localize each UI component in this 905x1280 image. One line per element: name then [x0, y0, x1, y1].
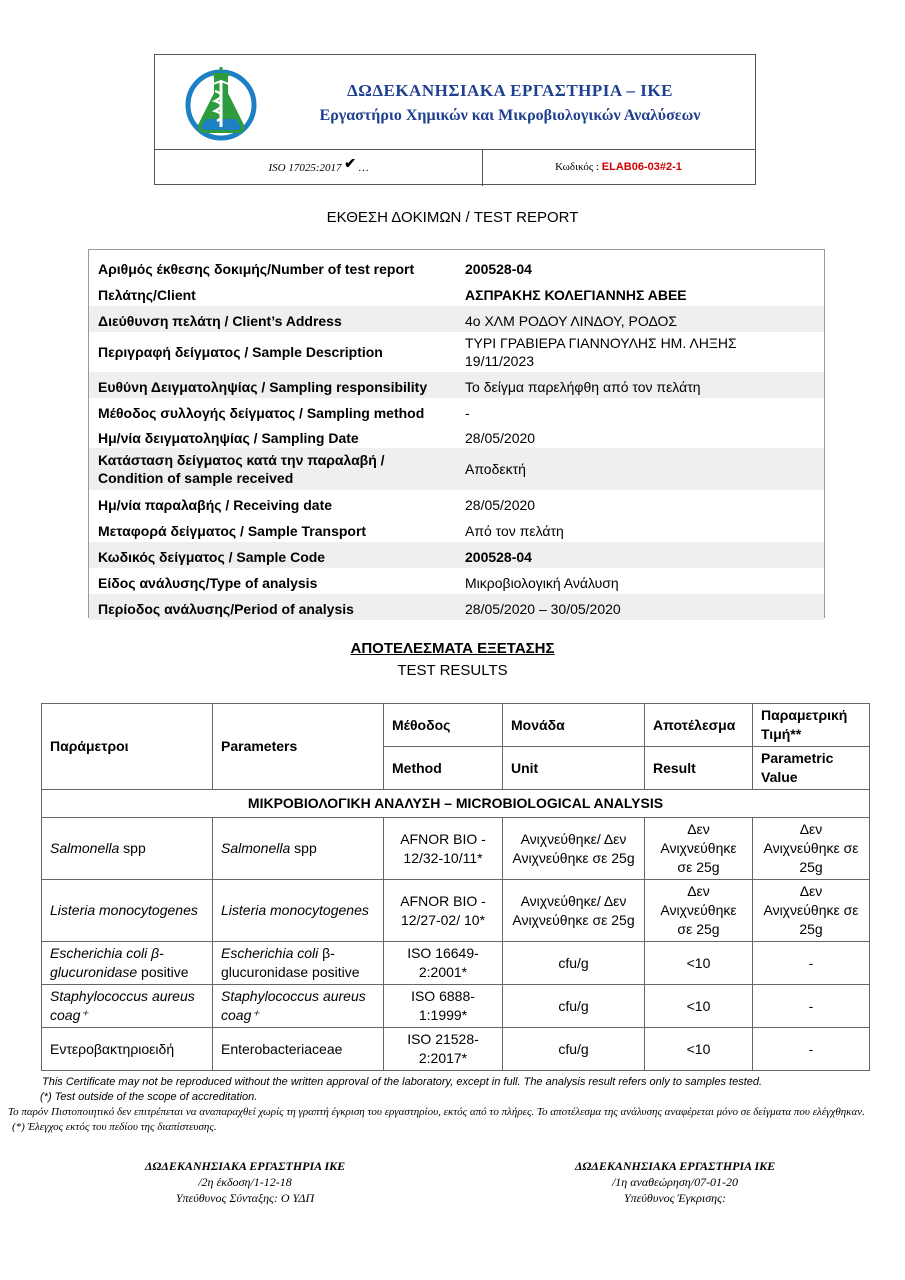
result-cell: <10: [645, 1028, 753, 1071]
header-param-value-gr: Παραμετρική Τιμή**: [753, 704, 870, 747]
method-cell: ISO 16649-2:2001*: [384, 942, 503, 985]
param-gr-cell-italic: Staphylococcus aureus coag⁺: [50, 988, 195, 1023]
info-row: [89, 398, 824, 424]
table-row: [42, 985, 870, 1028]
note-reproduction-en: This Certificate may not be reproduced without the written approval of the laboratory, except in full. The analysis result refers only to samples tested.: [42, 1076, 763, 1088]
parametric-value-cell: Δεν Ανιχνεύθηκε σε 25g: [753, 880, 870, 942]
footer-left-edition: /2η έκδοση/1-12-18: [198, 1175, 292, 1189]
info-value: Μικροβιολογική Ανάλυση: [465, 575, 619, 591]
info-label: Διεύθυνση πελάτη / Client’s Address: [98, 313, 342, 329]
header-method-en: Method: [384, 747, 503, 790]
param-gr-cell-text: spp: [119, 840, 146, 856]
iso-dots: …: [358, 162, 369, 174]
param-gr-cell: [42, 942, 213, 985]
info-row: [89, 594, 824, 620]
footer-left: [100, 1158, 390, 1206]
info-row: [89, 372, 824, 398]
table-row: [42, 818, 870, 880]
info-label: Ημ/νία παραλαβής / Receiving date: [98, 497, 333, 513]
document-code: ELAB06-03#2-1: [601, 161, 682, 173]
info-value: 200528-04: [465, 549, 532, 565]
param-gr-cell-italic: Listeria monocytogenes: [50, 902, 198, 918]
header-top: [155, 55, 755, 150]
param-en-cell-text: Enterobacteriaceae: [221, 1040, 343, 1057]
param-en-cell: [213, 985, 384, 1028]
info-label: Κωδικός δείγματος / Sample Code: [98, 549, 326, 565]
param-gr-cell: [42, 880, 213, 942]
info-label: Μεταφορά δείγματος / Sample Transport: [98, 523, 367, 539]
info-label: Ημ/νία δειγματοληψίας / Sampling Date: [98, 430, 359, 446]
info-row: [89, 448, 824, 490]
footer-left-title: ΔΩΔΕΚΑΝΗΣΙΑΚΑ ΕΡΓΑΣΤΗΡΙΑ ΙΚΕ: [144, 1159, 346, 1173]
info-label: Είδος ανάλυσης/Type of analysis: [98, 575, 318, 591]
info-value: 28/05/2020: [465, 497, 536, 513]
info-value: 28/05/2020: [465, 430, 536, 446]
param-en-cell-italic: Salmonella: [221, 840, 291, 856]
param-en-cell: [213, 1028, 384, 1071]
param-gr-cell-text: Εντεροβακτηριοειδή: [50, 1040, 175, 1057]
results-subheading: TEST RESULTS: [397, 662, 508, 679]
info-label: Περιγραφή δείγματος / Sample Description: [98, 344, 383, 360]
param-en-cell-italic: Listeria monocytogenes: [221, 902, 369, 918]
flask-caduceus-logo: [181, 63, 261, 143]
table-row: [42, 942, 870, 985]
results-heading: ΑΠΟΤΕΛΕΣΜΑΤΑ ΕΞΕΤΑΣΗΣ: [350, 640, 555, 657]
info-label: Αριθμός έκθεσης δοκιμής/Number of test report: [98, 261, 415, 277]
code-cell: [482, 149, 755, 186]
info-label: Περίοδος ανάλυσης/Period of analysis: [98, 601, 354, 617]
info-row: [89, 568, 824, 594]
info-row: [89, 516, 824, 542]
info-row: [89, 542, 824, 568]
note-scope-en: (*) Test outside of the scope of accreditation.: [40, 1091, 258, 1103]
method-cell: AFNOR BIO - 12/27-02/ 10*: [384, 880, 503, 942]
parametric-value-cell: -: [753, 1028, 870, 1071]
info-value: 28/05/2020 – 30/05/2020: [465, 601, 621, 617]
footer-left-author: Υπεύθυνος Σύνταξης: Ο ΥΔΠ: [175, 1191, 315, 1205]
param-en-cell: [213, 818, 384, 880]
param-gr-cell-italic: Salmonella: [50, 840, 120, 856]
result-cell: <10: [645, 985, 753, 1028]
param-gr-cell-italic: Escherichia coli β-glucuronidase: [50, 945, 164, 980]
header-unit-en: Unit: [503, 747, 645, 790]
document-header: [154, 54, 756, 185]
param-gr-cell: [42, 818, 213, 880]
param-gr-cell-text: positive: [137, 964, 189, 980]
header-bottom: [155, 149, 755, 186]
code-label: Κωδικός :: [555, 161, 602, 173]
iso-cell: [155, 149, 483, 186]
header-param-en: Parameters: [213, 704, 384, 790]
info-row: [89, 424, 824, 448]
header-method-gr: Μέθοδος: [384, 704, 503, 747]
info-value: Αποδεκτή: [465, 461, 526, 477]
parametric-value-cell: -: [753, 942, 870, 985]
info-row: [89, 306, 824, 332]
section-title: ΜΙΚΡΟΒΙΟΛΟΓΙΚΗ ΑΝΑΛΥΣΗ – MICROBIOLOGICAL ANALYSIS: [42, 790, 870, 818]
check-mark-icon: ✔: [344, 157, 356, 172]
info-label: Μέθοδος συλλογής δείγματος / Sampling method: [98, 405, 425, 421]
table-row: [42, 1028, 870, 1071]
info-value: 4ο ΧΛΜ ΡΟΔΟΥ ΛΙΝΔΟΥ, ΡΟΔΟΣ: [465, 313, 678, 329]
result-cell: <10: [645, 942, 753, 985]
header-param-gr: Παράμετροι: [42, 704, 213, 790]
report-info-table: [88, 249, 825, 618]
param-en-cell-text: spp: [290, 840, 317, 856]
footer-right: [530, 1158, 820, 1206]
results-table: [41, 703, 870, 1071]
info-label: Πελάτης/Client: [98, 287, 196, 303]
param-en-cell: [213, 942, 384, 985]
iso-standard: ISO 17025:2017: [268, 162, 342, 174]
info-label: Κατάσταση δείγματος κατά την παραλαβή / Condition of sample received: [98, 452, 385, 486]
param-en-cell-text: β-glucuronidase positive: [221, 945, 360, 980]
unit-cell: cfu/g: [503, 985, 645, 1028]
info-value: ΑΣΠΡΑΚΗΣ ΚΟΛΕΓΙΑΝΝΗΣ ΑΒΕΕ: [465, 287, 687, 303]
info-value: Από τον πελάτη: [465, 523, 564, 539]
unit-cell: Ανιχνεύθηκε/ Δεν Ανιχνεύθηκε σε 25g: [503, 880, 645, 942]
info-row: [89, 254, 824, 280]
info-row: [89, 332, 824, 372]
organization-subtitle: Εργαστήριο Χημικών και Μικροβιολογικών Αναλύσεων: [319, 107, 701, 124]
results-body: [42, 818, 870, 1071]
header-result-gr: Αποτέλεσμα: [645, 704, 753, 747]
info-value: 200528-04: [465, 261, 532, 277]
info-value: Το δείγμα παρελήφθη από τον πελάτη: [465, 379, 701, 395]
footer-right-revision: /1η αναθεώρηση/07-01-20: [611, 1175, 739, 1189]
unit-cell: cfu/g: [503, 1028, 645, 1071]
info-value: ΤΥΡΙ ΓΡΑΒΙΕΡΑ ΓΙΑΝΝΟΥΛΗΣ ΗΜ. ΛΗΞΗΣ 19/11/2023: [465, 335, 737, 369]
info-row: [89, 490, 824, 516]
result-cell: Δεν Ανιχνεύθηκε σε 25g: [645, 818, 753, 880]
param-en-cell-italic: Escherichia coli: [221, 945, 319, 961]
parametric-value-cell: Δεν Ανιχνεύθηκε σε 25g: [753, 818, 870, 880]
method-cell: ISO 6888-1:1999*: [384, 985, 503, 1028]
method-cell: ISO 21528-2:2017*: [384, 1028, 503, 1071]
parametric-value-cell: -: [753, 985, 870, 1028]
param-gr-cell: [42, 1028, 213, 1071]
method-cell: AFNOR BIO - 12/32-10/11*: [384, 818, 503, 880]
note-scope-gr: (*) Έλεγχος εκτός του πεδίου της διαπίστευσης.: [12, 1121, 217, 1133]
unit-cell: cfu/g: [503, 942, 645, 985]
footer-right-title: ΔΩΔΕΚΑΝΗΣΙΑΚΑ ΕΡΓΑΣΤΗΡΙΑ ΙΚΕ: [574, 1159, 776, 1173]
param-en-cell-italic: Staphylococcus aureus coag⁺: [221, 988, 366, 1023]
param-en-cell: [213, 880, 384, 942]
note-reproduction-gr: Το παρόν Πιστοποιητικό δεν επιτρέπεται να αναπαραχθεί χωρίς τη γραπτή έγκριση του εργαστηρίου, εκτός από το πλήρες. Το αποτέλεσμα της ανάλυσης αναφέρεται μόνο σε δείγματα που ελέγχθηκαν.: [8, 1106, 865, 1118]
result-cell: Δεν Ανιχνεύθηκε σε 25g: [645, 880, 753, 942]
header-param-value-en: Parametric Value: [753, 747, 870, 790]
report-title: ΕΚΘΕΣΗ ΔΟΚΙΜΩΝ / TEST REPORT: [326, 209, 579, 226]
footer-right-approver: Υπεύθυνος Έγκρισης:: [624, 1191, 726, 1205]
organization-name: ΔΩΔΕΚΑΝΗΣΙΑΚΑ ΕΡΓΑΣΤΗΡΙΑ – ΙΚΕ: [347, 81, 673, 100]
table-row: [42, 880, 870, 942]
info-row: [89, 280, 824, 306]
info-label: Ευθύνη Δειγματοληψίας / Sampling responsibility: [98, 379, 428, 395]
unit-cell: Ανιχνεύθηκε/ Δεν Ανιχνεύθηκε σε 25g: [503, 818, 645, 880]
header-result-en: Result: [645, 747, 753, 790]
header-unit-gr: Μονάδα: [503, 704, 645, 747]
param-gr-cell: [42, 985, 213, 1028]
organization-block: [275, 81, 745, 125]
info-value: -: [465, 405, 470, 421]
notes: [8, 1075, 890, 1135]
